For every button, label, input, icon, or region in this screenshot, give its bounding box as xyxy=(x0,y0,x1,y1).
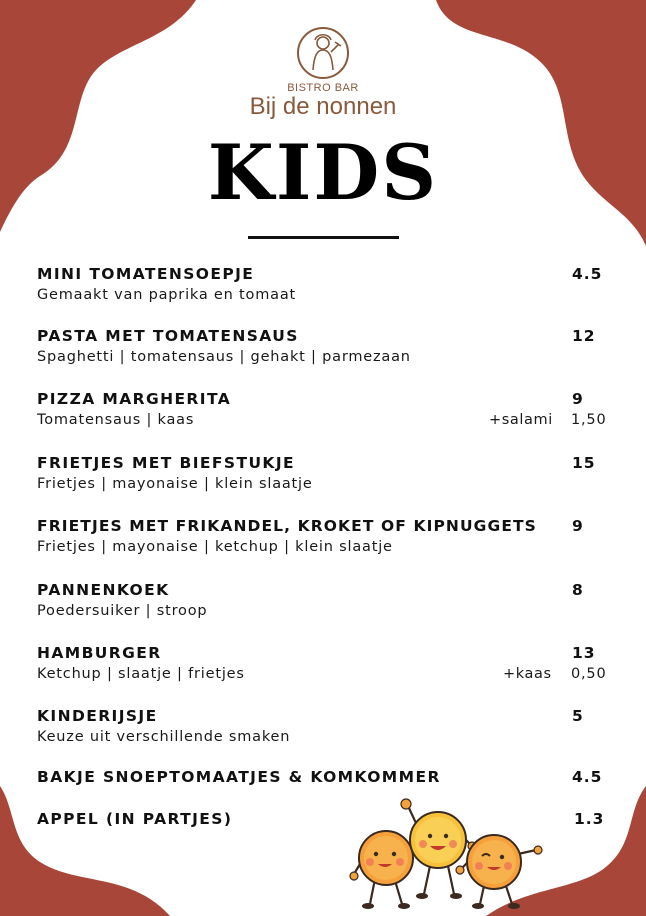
menu-item-name: PASTA MET TOMATENSAUS xyxy=(37,327,299,345)
dancing-oranges-illustration xyxy=(344,796,554,912)
menu-item-extra-price: 0,50 xyxy=(571,666,607,682)
menu-item-description: Gemaakt van paprika en tomaat xyxy=(37,287,296,303)
brand-logo xyxy=(0,26,646,120)
menu-item-price: 4.5 xyxy=(572,265,603,283)
menu-item-name: PANNENKOEK xyxy=(37,581,170,599)
menu-item-extra-price: 1,50 xyxy=(571,412,607,428)
menu-item-name: KINDERIJSJE xyxy=(37,707,158,725)
menu-item-description: Ketchup | slaatje | frietjes xyxy=(37,666,245,682)
menu-item-description: Frietjes | mayonaise | klein slaatje xyxy=(37,476,313,492)
menu-item-description: Frietjes | mayonaise | ketchup | klein slaatje xyxy=(37,539,393,555)
menu-item-price: 9 xyxy=(572,517,584,535)
page-title: KIDS xyxy=(207,128,439,217)
menu-item-name: FRIETJES MET BIEFSTUKJE xyxy=(37,454,295,472)
menu-item-name: PIZZA MARGHERITA xyxy=(37,390,232,408)
menu-item-name: APPEL (IN PARTJES) xyxy=(37,810,233,828)
menu-item-name: BAKJE SNOEPTOMAATJES & KOMKOMMER xyxy=(37,768,441,786)
menu-item-description: Poedersuiker | stroop xyxy=(37,603,208,619)
menu-item-price: 4.5 xyxy=(572,768,603,786)
corner-blob-bottom-left xyxy=(0,786,170,916)
menu-item-price: 12 xyxy=(572,327,596,345)
menu-item-price: 1.3 xyxy=(574,810,605,828)
menu-item-price: 15 xyxy=(572,454,596,472)
menu-item-price: 13 xyxy=(572,644,596,662)
menu-item-extra-label: +kaas xyxy=(503,666,552,682)
brand-small-label: BISTRO BAR xyxy=(287,82,359,94)
brand-name: Bij de nonnen xyxy=(249,93,397,120)
menu-item-price: 8 xyxy=(572,581,584,599)
menu-item-description: Keuze uit verschillende smaken xyxy=(37,729,291,745)
menu-item-name: HAMBURGER xyxy=(37,644,162,662)
menu-item-extra-label: +salami xyxy=(489,412,553,428)
title-divider xyxy=(248,236,399,239)
menu-item-name: MINI TOMATENSOEPJE xyxy=(37,265,255,283)
nun-logo-icon xyxy=(295,26,351,80)
menu-item-description: Tomatensaus | kaas xyxy=(37,412,195,428)
menu-item-description: Spaghetti | tomatensaus | gehakt | parmezaan xyxy=(37,349,411,365)
menu-item-price: 5 xyxy=(572,707,584,725)
menu-item-price: 9 xyxy=(572,390,584,408)
menu-item-name: FRIETJES MET FRIKANDEL, KROKET OF KIPNUGGETS xyxy=(37,517,537,535)
